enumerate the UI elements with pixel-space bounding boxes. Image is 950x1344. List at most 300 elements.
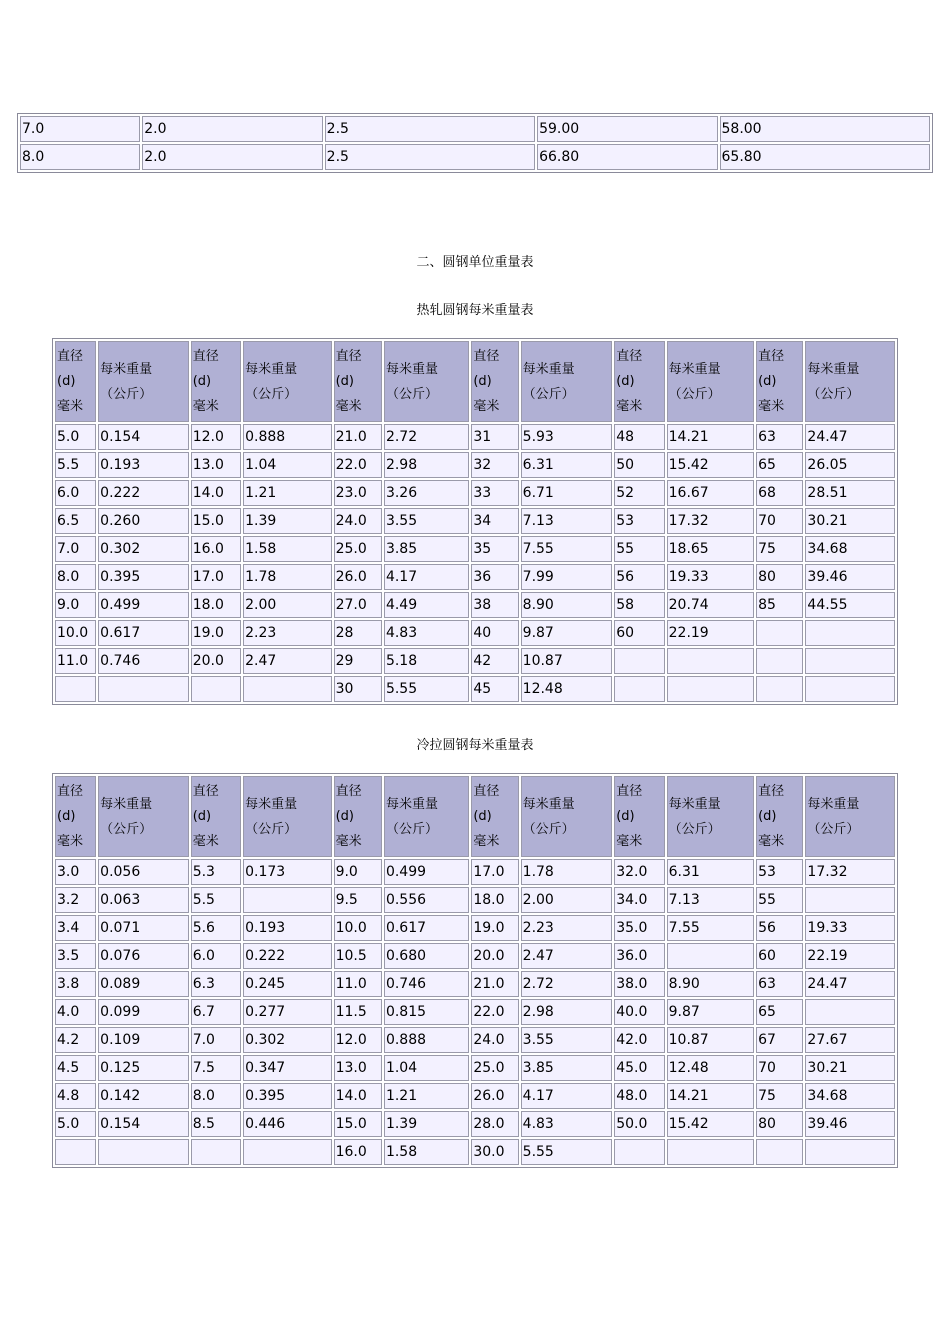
weight-cell: 17.32 [667,508,754,534]
weight-cell: 0.222 [243,943,331,969]
weight-cell: 0.063 [98,887,189,913]
weight-cell: 26.05 [805,452,895,478]
diameter-header-line: 毫米 [335,399,362,414]
weight-cell: 3.85 [384,536,469,562]
diameter-cell: 21.0 [471,971,518,997]
diameter-cell: 9.0 [334,859,382,885]
diameter-cell: 22.0 [471,999,518,1025]
diameter-cell: 14.0 [334,1083,382,1109]
diameter-cell: 50 [614,452,664,478]
diameter-header-line: 直径 [335,349,362,364]
table-row [55,564,895,590]
diameter-cell: 3.0 [55,859,96,885]
weight-cell: 0.193 [243,915,331,941]
table-row [20,116,930,142]
diameter-cell: 80 [756,1111,803,1137]
weight-cell: 7.55 [667,915,754,941]
diameter-header-line: 直径 [616,784,643,799]
diameter-cell: 35.0 [614,915,664,941]
diameter-cell: 24.0 [334,508,382,534]
weight-cell: 0.245 [243,971,331,997]
diameter-cell: 75 [756,1083,803,1109]
diameter-cell: 55 [756,887,803,913]
weight-cell: 1.39 [384,1111,469,1137]
weight-cell: 0.193 [98,452,189,478]
weight-cell: 7.55 [521,536,613,562]
diameter-cell: 13.0 [334,1055,382,1081]
weight-header-line: 每米重量 [668,361,721,377]
weight-cell: 0.888 [384,1027,469,1053]
diameter-header-line: (d) [335,809,354,824]
diameter-cell: 34 [471,508,518,534]
diameter-cell: 18.0 [471,887,518,913]
table-cell: 58.00 [720,116,931,142]
diameter-header-line: 毫米 [192,399,219,414]
weight-cell [805,648,895,674]
weight-cell: 15.42 [667,452,754,478]
diameter-header-line: (d) [473,809,492,824]
diameter-cell: 12.0 [334,1027,382,1053]
weight-cell: 3.26 [384,480,469,506]
weight-cell: 6.31 [521,452,613,478]
diameter-cell: 5.5 [55,452,96,478]
diameter-header-line: 毫米 [192,834,219,849]
weight-cell: 4.83 [521,1111,613,1137]
diameter-cell [756,648,803,674]
weight-cell: 0.154 [98,424,189,450]
diameter-cell: 70 [756,508,803,534]
diameter-cell: 67 [756,1027,803,1053]
diameter-cell: 56 [756,915,803,941]
weight-header [243,341,331,422]
weight-header [805,776,895,857]
diameter-header-line: 直径 [473,349,500,364]
weight-cell: 1.21 [243,480,331,506]
weight-cell: 8.90 [667,971,754,997]
weight-header-unit: （公斤） [668,821,721,837]
table-row [55,943,895,969]
diameter-cell: 6.3 [191,971,241,997]
weight-header-unit: （公斤） [245,821,298,837]
weight-cell: 12.48 [667,1055,754,1081]
diameter-cell: 40.0 [614,999,664,1025]
diameter-header [55,776,96,857]
diameter-cell: 4.8 [55,1083,96,1109]
diameter-cell: 48 [614,424,664,450]
weight-header [384,341,469,422]
weight-cell: 14.21 [667,424,754,450]
top-weight-table [18,114,932,172]
diameter-cell: 19.0 [191,620,241,646]
diameter-cell: 36.0 [614,943,664,969]
weight-cell: 0.302 [243,1027,331,1053]
weight-cell: 12.48 [521,676,613,702]
diameter-cell [614,676,664,702]
weight-cell: 1.04 [243,452,331,478]
weight-cell: 19.33 [667,564,754,590]
weight-cell: 28.51 [805,480,895,506]
weight-cell: 39.46 [805,564,895,590]
diameter-cell: 3.5 [55,943,96,969]
table-row [55,859,895,885]
diameter-cell: 20.0 [471,943,518,969]
weight-cell: 3.55 [521,1027,613,1053]
diameter-header-line: 直径 [192,349,219,364]
diameter-cell: 33 [471,480,518,506]
weight-cell: 0.395 [243,1083,331,1109]
diameter-header-line: (d) [473,374,492,389]
diameter-cell: 15.0 [191,508,241,534]
diameter-header [756,776,803,857]
weight-cell: 1.58 [384,1139,469,1165]
weight-cell: 0.556 [384,887,469,913]
table-row [55,1139,895,1165]
diameter-header-line: 毫米 [473,834,500,849]
weight-cell: 39.46 [805,1111,895,1137]
weight-cell: 0.617 [98,620,189,646]
weight-header [667,776,754,857]
weight-header [667,341,754,422]
weight-cell: 4.49 [384,592,469,618]
diameter-cell: 25.0 [471,1055,518,1081]
diameter-cell [191,1139,241,1165]
diameter-cell: 11.5 [334,999,382,1025]
diameter-cell: 8.0 [191,1083,241,1109]
diameter-cell: 5.3 [191,859,241,885]
diameter-cell: 42.0 [614,1027,664,1053]
diameter-cell [191,676,241,702]
weight-cell: 4.17 [384,564,469,590]
diameter-cell: 13.0 [191,452,241,478]
weight-cell [667,648,754,674]
table-cell: 66.80 [537,144,717,170]
diameter-header-line: (d) [616,374,635,389]
weight-cell: 0.154 [98,1111,189,1137]
weight-cell [667,676,754,702]
table-row [55,1055,895,1081]
table-cell: 2.0 [142,116,322,142]
diameter-cell: 28.0 [471,1111,518,1137]
diameter-cell: 38 [471,592,518,618]
hot-rolled-title: 热轧圆钢每米重量表 [416,303,534,318]
diameter-cell: 60 [614,620,664,646]
diameter-header [471,776,518,857]
header-row [55,776,895,857]
weight-header-unit: （公斤） [807,821,860,837]
diameter-header-line: 毫米 [57,834,84,849]
weight-cell [243,1139,331,1165]
weight-cell: 2.72 [521,971,613,997]
diameter-header [614,776,664,857]
diameter-cell: 63 [756,424,803,450]
diameter-cell: 7.0 [55,536,96,562]
diameter-cell: 28 [334,620,382,646]
weight-cell: 1.58 [243,536,331,562]
diameter-cell: 32.0 [614,859,664,885]
weight-cell: 0.888 [243,424,331,450]
weight-cell: 1.04 [384,1055,469,1081]
weight-cell: 9.87 [667,999,754,1025]
weight-header-unit: （公斤） [522,386,575,402]
weight-cell: 1.39 [243,508,331,534]
weight-cell: 3.85 [521,1055,613,1081]
diameter-cell: 58 [614,592,664,618]
hot-rolled-body [55,424,895,702]
diameter-cell: 11.0 [55,648,96,674]
diameter-header-line: 直径 [57,784,84,799]
diameter-header [191,776,241,857]
table-cell: 2.5 [325,144,535,170]
diameter-cell: 26.0 [471,1083,518,1109]
weight-header-line: 每米重量 [522,361,575,377]
diameter-cell: 3.2 [55,887,96,913]
diameter-header-line: 毫米 [758,399,785,414]
header-row [55,341,895,422]
weight-cell: 0.125 [98,1055,189,1081]
weight-header-unit: （公斤） [100,386,153,402]
diameter-cell: 20.0 [191,648,241,674]
weight-cell: 19.33 [805,915,895,941]
diameter-cell: 10.0 [334,915,382,941]
diameter-cell: 10.0 [55,620,96,646]
diameter-header-line: 直径 [758,784,785,799]
diameter-header-line: 毫米 [57,399,84,414]
weight-cell: 2.00 [521,887,613,913]
weight-header-line: 每米重量 [668,796,721,812]
weight-cell: 0.499 [98,592,189,618]
weight-header [521,341,613,422]
diameter-cell: 50.0 [614,1111,664,1137]
weight-cell: 27.67 [805,1027,895,1053]
weight-cell: 30.21 [805,508,895,534]
diameter-header-line: 毫米 [616,834,643,849]
diameter-header-line: 直径 [616,349,643,364]
weight-header-unit: （公斤） [807,386,860,402]
diameter-header-line: (d) [758,809,777,824]
weight-header-unit: （公斤） [668,386,721,402]
weight-cell: 0.260 [98,508,189,534]
diameter-cell: 32 [471,452,518,478]
diameter-cell: 85 [756,592,803,618]
table-row [55,536,895,562]
diameter-cell: 11.0 [334,971,382,997]
diameter-cell: 53 [756,859,803,885]
weight-header-unit: （公斤） [522,821,575,837]
weight-cell [805,620,895,646]
diameter-header-line: (d) [57,809,76,824]
diameter-cell: 5.0 [55,1111,96,1137]
weight-cell [805,999,895,1025]
diameter-header-line: (d) [192,374,212,389]
table-row [55,915,895,941]
diameter-cell: 27.0 [334,592,382,618]
weight-cell: 0.302 [98,536,189,562]
weight-cell [98,676,189,702]
diameter-cell: 22.0 [334,452,382,478]
diameter-cell: 26.0 [334,564,382,590]
diameter-cell: 7.0 [191,1027,241,1053]
weight-cell: 2.98 [384,452,469,478]
weight-cell: 0.076 [98,943,189,969]
weight-cell: 5.55 [521,1139,613,1165]
weight-cell: 7.99 [521,564,613,590]
diameter-cell [55,676,96,702]
table-row [55,971,895,997]
table-row [55,508,895,534]
diameter-cell: 17.0 [471,859,518,885]
diameter-cell: 4.2 [55,1027,96,1053]
diameter-cell: 3.8 [55,971,96,997]
cold-drawn-table [53,774,897,1167]
diameter-header-line: (d) [758,374,777,389]
weight-header [521,776,613,857]
table-row [55,648,895,674]
weight-header [805,341,895,422]
diameter-cell: 9.0 [55,592,96,618]
weight-cell: 2.72 [384,424,469,450]
diameter-cell: 17.0 [191,564,241,590]
weight-header [98,341,189,422]
diameter-cell: 21.0 [334,424,382,450]
weight-header-line: 每米重量 [245,361,298,377]
diameter-header [614,341,664,422]
weight-cell: 2.47 [243,648,331,674]
weight-cell: 7.13 [667,887,754,913]
weight-cell: 0.277 [243,999,331,1025]
weight-cell: 22.19 [805,943,895,969]
weight-cell: 0.499 [384,859,469,885]
diameter-cell: 55 [614,536,664,562]
diameter-header [334,776,382,857]
diameter-cell: 4.0 [55,999,96,1025]
diameter-cell: 24.0 [471,1027,518,1053]
table-cell: 2.5 [325,116,535,142]
weight-cell: 24.47 [805,971,895,997]
weight-cell: 0.446 [243,1111,331,1137]
weight-cell [98,1139,189,1165]
diameter-cell: 6.7 [191,999,241,1025]
weight-cell: 44.55 [805,592,895,618]
diameter-header [334,341,382,422]
cold-drawn-body [55,859,895,1165]
weight-cell: 20.74 [667,592,754,618]
diameter-header-line: 毫米 [758,834,785,849]
diameter-cell: 15.0 [334,1111,382,1137]
diameter-cell: 38.0 [614,971,664,997]
diameter-header [756,341,803,422]
diameter-cell: 16.0 [334,1139,382,1165]
diameter-cell: 4.5 [55,1055,96,1081]
weight-cell: 0.173 [243,859,331,885]
diameter-cell: 18.0 [191,592,241,618]
hot-rolled-header [55,341,895,422]
diameter-header-line: 直径 [335,784,362,799]
diameter-cell: 14.0 [191,480,241,506]
weight-cell [667,1139,754,1165]
diameter-header-line: 毫米 [335,834,362,849]
table-row [55,1083,895,1109]
weight-cell: 0.617 [384,915,469,941]
weight-cell: 6.71 [521,480,613,506]
weight-cell: 34.68 [805,536,895,562]
table-cell: 2.0 [142,144,322,170]
diameter-header-line: 毫米 [616,399,643,414]
diameter-cell: 45 [471,676,518,702]
weight-cell [243,676,331,702]
weight-cell [243,887,331,913]
weight-cell: 18.65 [667,536,754,562]
diameter-cell: 23.0 [334,480,382,506]
table-row [55,999,895,1025]
weight-header-unit: （公斤） [385,821,438,837]
diameter-cell: 70 [756,1055,803,1081]
weight-header-line: 每米重量 [807,796,860,812]
top-table-body [20,116,930,170]
weight-cell: 4.83 [384,620,469,646]
weight-header-line: 每米重量 [807,361,860,377]
weight-cell: 5.18 [384,648,469,674]
diameter-cell: 25.0 [334,536,382,562]
table-row [55,1027,895,1053]
weight-cell: 3.55 [384,508,469,534]
diameter-cell: 35 [471,536,518,562]
table-cell: 65.80 [720,144,931,170]
diameter-cell: 34.0 [614,887,664,913]
table-row [55,480,895,506]
weight-cell: 2.47 [521,943,613,969]
weight-cell: 0.056 [98,859,189,885]
diameter-cell: 40 [471,620,518,646]
diameter-header-line: 直径 [473,784,500,799]
diameter-cell: 12.0 [191,424,241,450]
diameter-cell [756,676,803,702]
diameter-cell: 30 [334,676,382,702]
weight-cell: 0.089 [98,971,189,997]
weight-cell: 1.21 [384,1083,469,1109]
diameter-header-line: 毫米 [473,399,500,414]
diameter-cell: 36 [471,564,518,590]
weight-cell: 0.680 [384,943,469,969]
weight-cell [667,943,754,969]
weight-header-line: 每米重量 [100,361,153,377]
weight-cell: 17.32 [805,859,895,885]
diameter-header [191,341,241,422]
weight-header-unit: （公斤） [385,386,438,402]
weight-header-line: 每米重量 [100,796,153,812]
table-row [55,592,895,618]
diameter-header-line: (d) [616,809,635,824]
diameter-cell: 7.5 [191,1055,241,1081]
table-row [55,887,895,913]
table-cell: 7.0 [20,116,140,142]
table-cell: 8.0 [20,144,140,170]
diameter-header [471,341,518,422]
diameter-cell: 19.0 [471,915,518,941]
diameter-cell [614,648,664,674]
weight-cell: 2.23 [521,915,613,941]
diameter-cell [756,620,803,646]
weight-cell: 0.347 [243,1055,331,1081]
weight-cell: 10.87 [521,648,613,674]
diameter-cell: 52 [614,480,664,506]
cold-drawn-header [55,776,895,857]
weight-cell: 5.55 [384,676,469,702]
diameter-cell: 5.5 [191,887,241,913]
weight-cell: 22.19 [667,620,754,646]
diameter-cell: 3.4 [55,915,96,941]
weight-header [243,776,331,857]
weight-cell: 0.071 [98,915,189,941]
